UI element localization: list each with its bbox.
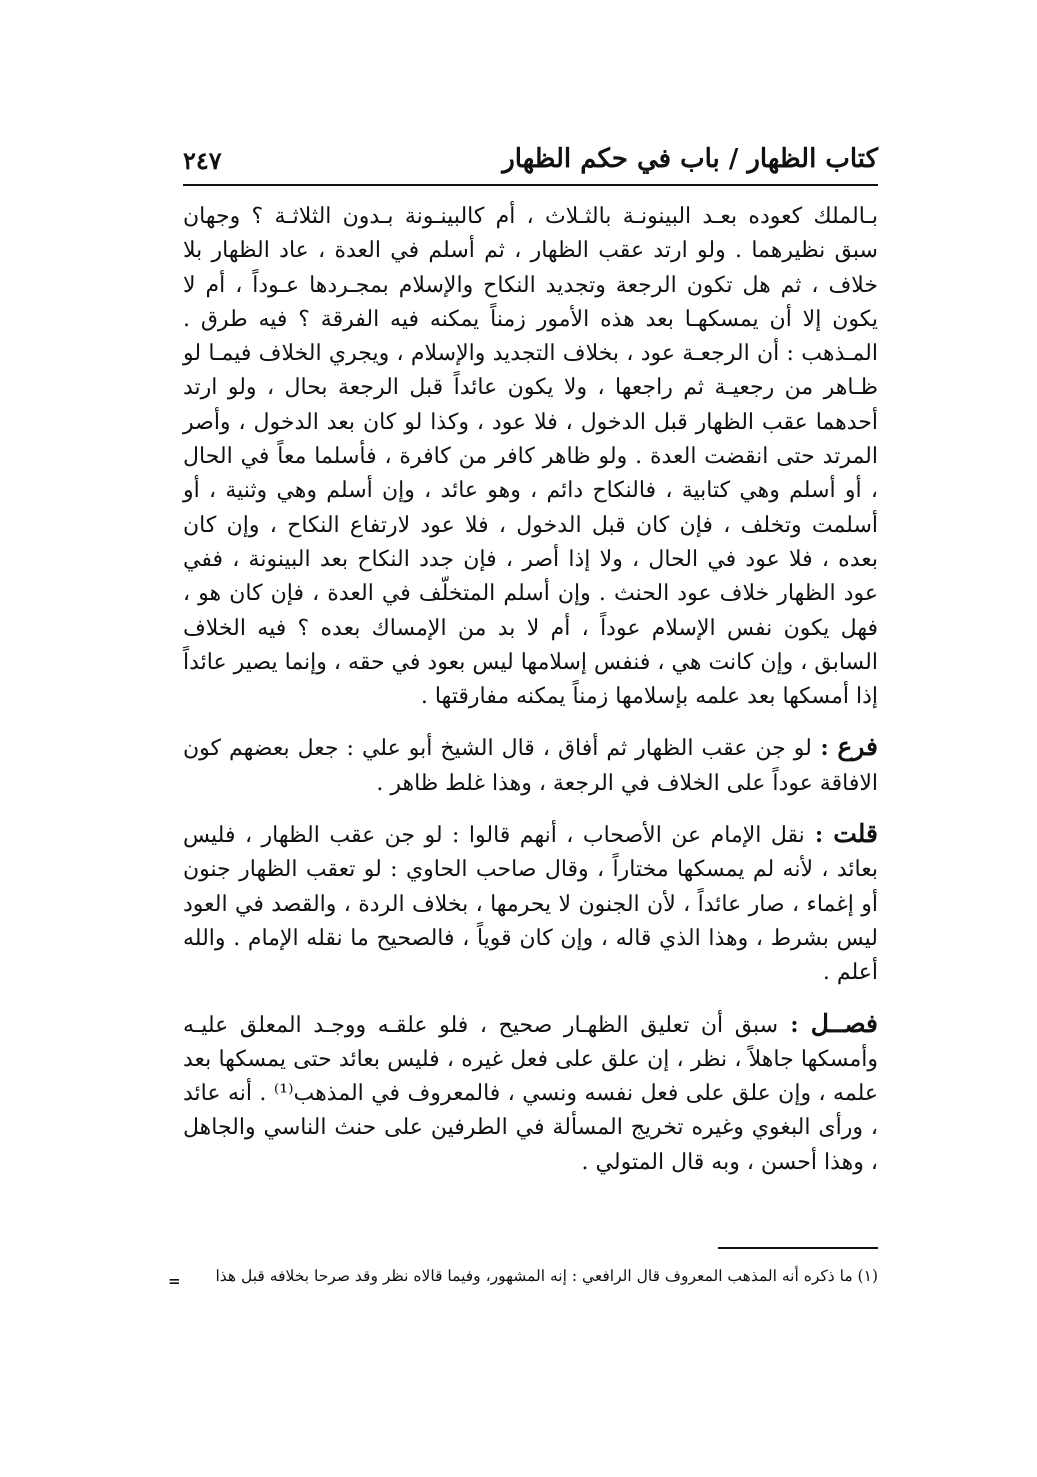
footnote: (١) ما ذكره أنه المذهب المعروف قال الرافعي : إنه المشهور، وفيما قالاه نظر وقد صرحا بخلافه قبل هذا <box>215 1267 878 1285</box>
page-header <box>183 140 878 186</box>
paragraph-text: بـالملك كعوده بعـد البينونـة بالثـلاث ، أم كالبينـونة بـدون الثلاثـة ؟ وجهان سبق نظيرهما . ولو ارتد عقب الظهار ، ثم أسلم في العدة ، عاد الظهار بلا خلاف ، ثم هل تكون الرجعة وتجديد النكاح والإسلام بمجـردها عـوداً ، أم لا يكون إلا أن يمسكهـا بعد هذه الأمور زمناً يمكنه فيه الفرقة ؟ فيه طرق . المـذهب : أن الرجعـة عود ، بخلاف التجديد والإسلام ، ويجري الخلاف فيمـا لو ظـاهر من رجعيـة ثم راجعها ، ولا يكون عائداً قبل الرجعة بحال ، ولو ارتد أحدهما عقب الظهار قبل الدخول ، فلا عود ، وكذا لو كان بعد الدخول ، وأصر المرتد حتى انقضت العدة . ولو ظاهر كافر من كافرة ، فأسلما معاً في الحال ، أو أسلم وهي كتابية ، فالنكاح دائم ، وهو عائد ، وإن أسلم وهي وثنية ، أو أسلمت وتخلف ، فإن كان قبل الدخول ، فلا عود لارتفاع النكاح ، وإن كان بعده ، فلا عود في الحال ، ولا إذا أصر ، فإن جدد النكاح بعد البينونة ، ففي عود الظهار خلاف عود الحنث . وإن أسلم المتخلّف في العدة ، فإن كان هو ، فهل يكون نفس الإسلام عوداً ، أم لا بد من الإمساك بعده ؟ فيه الخلاف السابق ، وإن كانت هي ، فنفس إسلامها ليس بعود في حقه ، وإنما يصير عائداً إذا أمسكها بعد علمه بإسلامها زمناً يمكنه مفارقتها . <box>183 204 878 710</box>
page-number: ٢٤٧ <box>183 146 222 175</box>
paragraph <box>183 200 878 714</box>
running-title: كتاب الظهار / باب في حكم الظهار <box>502 144 878 174</box>
paragraph-text: لو جن عقب الظهار ثم أفاق ، قال الشيخ أبو علي : جعل بعضهم كون الافاقة عوداً على الخلاف في الرجعة ، وهذا غلط ظاهر . <box>183 736 878 796</box>
body-text <box>183 200 878 1180</box>
paragraph-fasl: فصــل : سبق أن تعليق الظهـار صحيح ، فلو علقـه ووجـد المعلق عليـه وأمسكها جاهلاً ، نظر ، إن علق على فعل غيره ، فليس بعائد حتى يمسكها بعد علمه ، وإن علق على فعل نفسه ونسي ، فالمعروف في المذهب⁽¹⁾ . أنه عائد ، ورأى البغوي وغيره تخريج المسألة في الطرفين على حنث الناسي والجاهل ، وهذا أحسن ، وبه قال المتولي . <box>183 1008 879 1175</box>
section-lead-far: فرع <box>837 732 878 762</box>
paragraph-far: فرع : لو جن عقب الظهار ثم أفاق ، قال الشيخ أبو علي : جعل بعضهم كون الافاقة عوداً على الخلاف في الرجعة ، وهذا غلط ظاهر . <box>183 732 878 796</box>
paragraph-qult: قلت : نقل الإمام عن الأصحاب ، أنهم قالوا : لو جن عقب الظهار ، فليس بعائد ، لأنه لم يمسكها مختاراً ، وقال صاحب الحاوي : لو تعقب الظهار جنون أو إغماء ، صار عائداً ، لأن الجنون لا يحرمها ، بخلاف الردة ، والقصد في العود ليس بشرط ، وهذا الذي قاله ، وإن كان قوياً ، فالصحيح ما نقله الإمام . والله أعلم . <box>183 819 878 986</box>
section-lead-qult: قلت <box>833 819 878 849</box>
section-lead-fasl: فصــل <box>810 1008 878 1038</box>
paragraph-text: نقل الإمام عن الأصحاب ، أنهم قالوا : لو جن عقب الظهار ، فليس بعائد ، لأنه لم يمسكها مختاراً ، وقال صاحب الحاوي : لو تعقب الظهار جنون أو إغماء ، صار عائداً ، لأن الجنون لا يحرمها ، بخلاف الردة ، والقصد في العود ليس بشرط ، وهذا الذي قاله ، وإن كان قوياً ، فالصحيح ما نقله الإمام . والله أعلم . <box>183 823 878 986</box>
footnote-divider <box>718 1247 878 1249</box>
continuation-mark: = <box>168 1272 181 1290</box>
paragraph-text: سبق أن تعليق الظهـار صحيح ، فلو علقـه ووجـد المعلق عليـه وأمسكها جاهلاً ، نظر ، إن علق على فعل غيره ، فليس بعائد حتى يمسكها بعد علمه ، وإن علق على فعل نفسه ونسي ، فالمعروف في المذهب⁽¹⁾ . أنه عائد ، ورأى البغوي وغيره تخريج المسألة في الطرفين على حنث الناسي والجاهل ، وهذا أحسن ، وبه قال المتولي . <box>183 1012 879 1175</box>
